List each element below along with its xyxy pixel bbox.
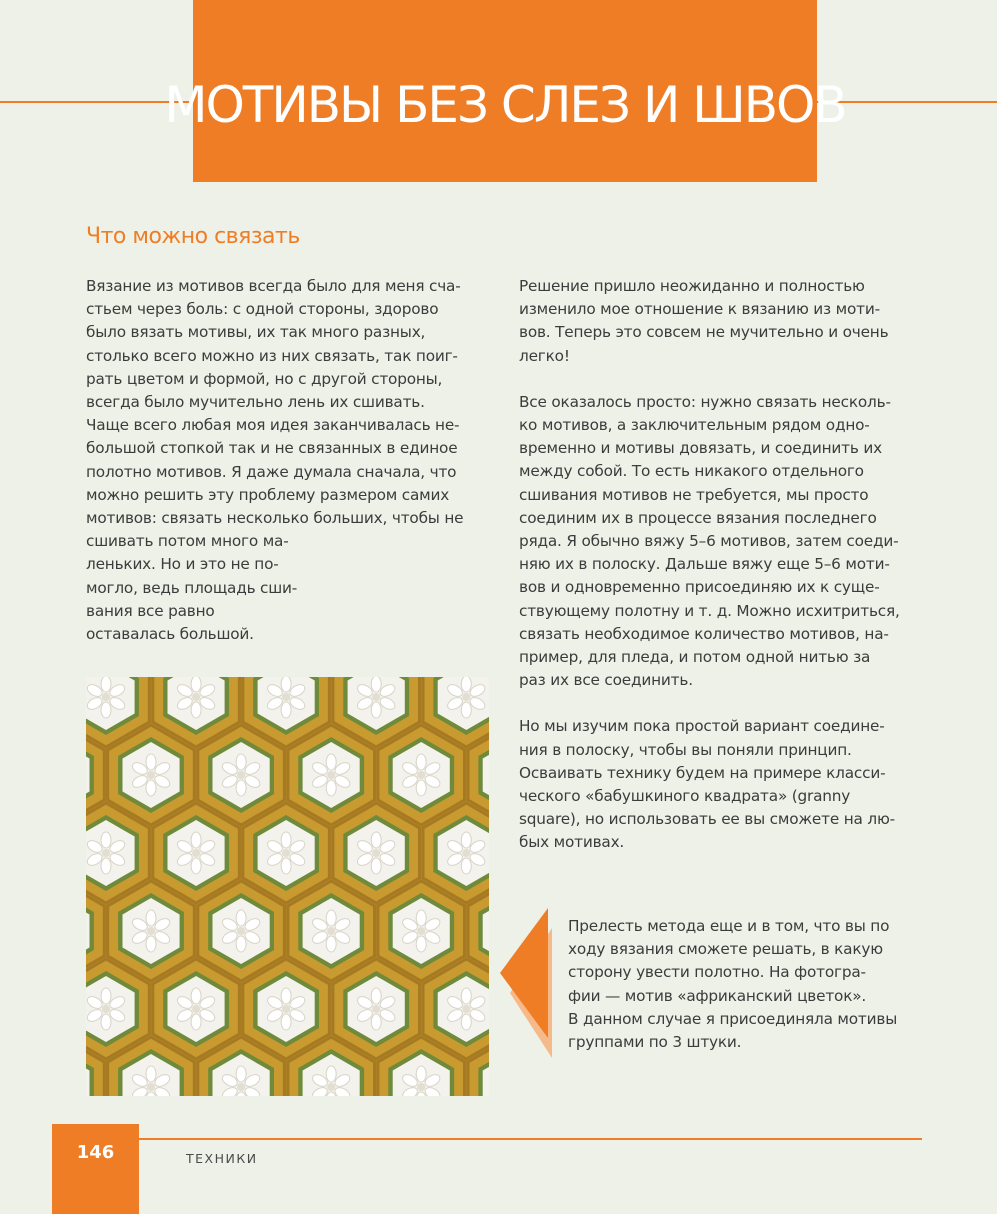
text-line: Прелесть метода еще и в том, что вы по	[568, 917, 890, 935]
text-line: могло, ведь площадь сши-	[86, 578, 298, 597]
right-paragraph-1	[519, 275, 924, 368]
text-line: Решение пришло неожиданно и полностью	[519, 277, 865, 295]
left-paragraph	[86, 275, 496, 646]
text-line: полотно мотивов. Я даже думала сначала, что	[86, 462, 457, 481]
right-paragraph-2	[519, 391, 924, 693]
african-flower-pattern	[86, 677, 489, 1096]
text-line: бых мотивах.	[519, 833, 625, 852]
page-number: 146	[76, 1142, 115, 1163]
text-line: Вязание из мотивов всегда было для меня сча-	[86, 277, 461, 295]
text-line: сторону увести полотно. На фотогра-	[568, 963, 866, 982]
text-line: Осваивать технику будем на примере класси-	[519, 763, 886, 782]
text-line: вания все равно	[86, 601, 215, 620]
section-heading: Что можно связать	[86, 224, 300, 249]
text-line: оставалась большой.	[86, 625, 254, 644]
left-column	[86, 275, 496, 646]
text-line: ряда. Я обычно вяжу 5–6 мотивов, затем соеди-	[519, 532, 899, 551]
text-line: рать цветом и формой, но с другой стороны,	[86, 369, 443, 388]
right-paragraph-3	[519, 715, 924, 854]
text-line: соединим их в процессе вязания последнего	[519, 508, 877, 527]
text-line: изменило мое отношение к вязанию из моти-	[519, 300, 880, 319]
text-line: группами по 3 штуки.	[568, 1033, 742, 1052]
title-banner	[164, 0, 846, 182]
text-line: вов. Теперь это совсем не мучительно и очень	[519, 323, 889, 342]
page-number-box	[52, 1124, 139, 1214]
callout-arrow-icon	[500, 908, 560, 1058]
text-line: всегда было мучительно лень их сшивать.	[86, 393, 425, 412]
text-line: сшивать потом много ма-	[86, 532, 289, 551]
right-column	[519, 275, 924, 855]
text-line: ствующему полотну и т. д. Можно исхитриться,	[519, 601, 900, 620]
text-line: вов и одновременно присоединяю их к суще-	[519, 578, 880, 597]
text-line: сшивания мотивов не требуется, мы просто	[519, 485, 869, 504]
page-title: МОТИВЫ БЕЗ СЛЕЗ И ШВОВ	[164, 76, 846, 134]
text-line: леньких. Но и это не по-	[86, 555, 279, 574]
text-line: легко!	[519, 346, 570, 365]
footer-rule	[52, 1138, 922, 1140]
text-line: square), но использовать ее вы сможете на лю-	[519, 810, 895, 829]
text-line: было вязать мотивы, их так много разных,	[86, 323, 426, 342]
text-line: можно решить эту проблему размером самих	[86, 485, 450, 504]
text-line: столько всего можно из них связать, так поиг-	[86, 346, 458, 365]
text-line: ходу вязания сможете решать, в какую	[568, 940, 883, 959]
text-line: Все оказалось просто: нужно связать несколь-	[519, 392, 891, 411]
crochet-photo	[86, 677, 489, 1096]
text-line: временно и мотивы довязать, и соединить их	[519, 439, 882, 458]
text-line: ко мотивов, а заключительным рядом одно-	[519, 416, 870, 435]
text-line: пример, для пледа, и потом одной нитью за	[519, 648, 871, 667]
text-line: между собой. То есть никакого отдельного	[519, 462, 864, 481]
text-line: стьем через боль: с одной стороны, здорово	[86, 300, 439, 319]
text-line: большой стопкой так и не связанных в единое	[86, 439, 458, 458]
text-line: Но мы изучим пока простой вариант соедине-	[519, 717, 885, 736]
running-head: ТЕХНИКИ	[186, 1151, 258, 1166]
text-line: Чаще всего любая моя идея заканчивалась не-	[86, 416, 460, 435]
text-line: няю их в полоску. Дальше вяжу еще 5–6 моти-	[519, 555, 890, 574]
text-line: раз их все соединить.	[519, 671, 693, 690]
text-line: связать необходимое количество мотивов, на-	[519, 624, 889, 643]
text-line: ния в полоску, чтобы вы поняли принцип.	[519, 740, 852, 759]
text-line: В данном случае я присоединяла мотивы	[568, 1009, 898, 1028]
text-line: ческого «бабушкиного квадрата» (granny	[519, 787, 851, 806]
text-line: фии — мотив «африканский цветок».	[568, 986, 867, 1005]
text-line: мотивов: связать несколько больших, чтобы не	[86, 509, 464, 528]
callout-text	[568, 915, 928, 1054]
